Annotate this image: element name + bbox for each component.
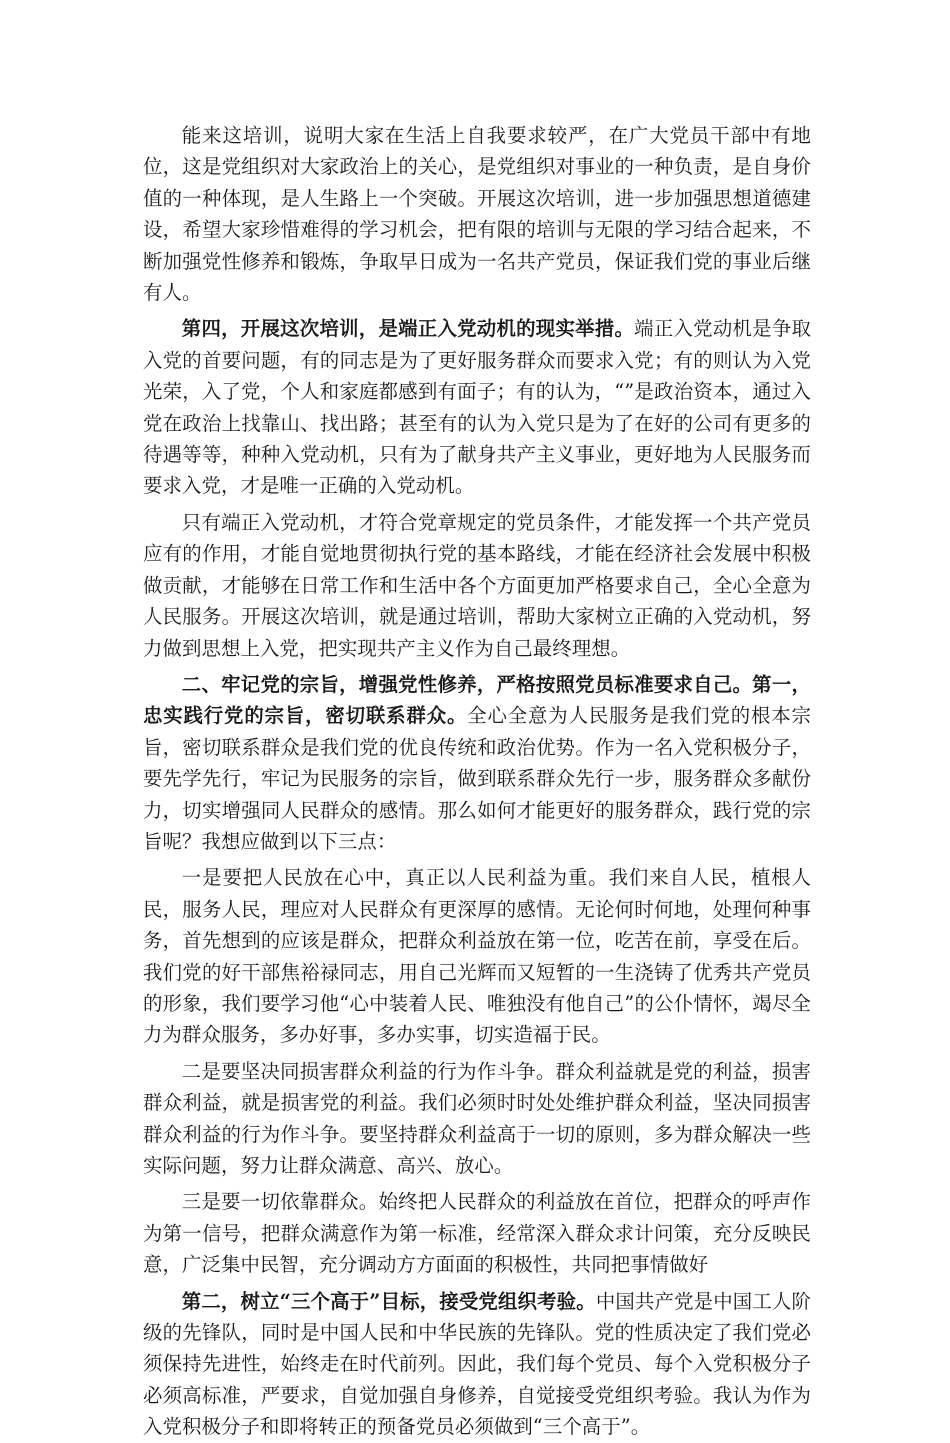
paragraph-lead: 第四，开展这次培训，是端正入党动机的现实举措。 xyxy=(181,317,635,341)
paragraph xyxy=(143,507,811,664)
paragraph-text: 能来这培训，说明大家在生活上自我要求较严，在广大党员干部中有地位，这是党组织对大家政治上的关心，是党组织对事业的一种负责，是自身价值的一种体现，是人生路上一个突破。开展这次培训，进一步加强思想道德建设，希望大家珍惜难得的学习机会，把有限的培训与无限的学习结合起来，不断加强党性修养和锻炼，争取早日成为一名共产党员，保证我们党的事业后继有人。 xyxy=(143,124,811,305)
paragraph xyxy=(143,862,811,1050)
paragraph-text: 三是要一切依靠群众。始终把人民群众的利益放在首位，把群众的呼声作为第一信号，把群众满意作为第一标准，经常深入群众求计问策，充分反映民意，广泛集中民智，充分调动方方面面的积极性，共同把事情做好 xyxy=(143,1190,811,1277)
paragraph-lead: 第二，树立“三个高于”目标，接受党组织考验。 xyxy=(181,1289,596,1313)
paragraph xyxy=(143,120,811,308)
paragraph-text: 二是要坚决同损害群众利益的行为作斗争。群众利益就是党的利益，损害群众利益，就是损害党的利益。我们必须时时处处维护群众利益，坚决同损害群众利益的行为作斗争。要坚持群众利益高于一切的原则，多为群众解决一些实际问题，努力让群众满意、高兴、放心。 xyxy=(143,1059,811,1177)
document-body xyxy=(143,120,811,1443)
paragraph-text: 只有端正入党动机，才符合党章规定的党员条件，才能发挥一个共产党员应有的作用，才能自觉地贯彻执行党的基本路线，才能在经济社会发展中积极做贡献，才能够在日常工作和生活中各个方面更加严格要求自己，全心全意为人民服务。开展这次培训，就是通过培训，帮助大家树立正确的入党动机，努力做到思想上入党，把实现共产主义作为自己最终理想。 xyxy=(143,510,811,660)
paragraph xyxy=(143,313,811,501)
paragraph-text: 全心全意为人民服务是我们党的根本宗旨，密切联系群众是我们党的优良传统和政治优势。作为一名入党积极分子，要先学先行，牢记为民服务的宗旨，做到联系群众先行一步，服务群众多献份力，切实增强同人民群众的感情。那么如何才能更好的服务群众，践行党的宗旨呢？我想应做到以下三点： xyxy=(143,704,811,853)
paragraph-text: 中国共产党是中国工人阶级的先锋队，同时是中国人民和中华民族的先锋队。党的性质决定了我们党必须保持先进性，始终走在时代前列。因此，我们每个党员、每个入党积极分子必须高标准，严要求，自觉加强自身修养，自觉接受党组织考验。我认为作为入党积极分子和即将转正的预备党员必须做到“三个高于”。 xyxy=(143,1289,811,1439)
paragraph xyxy=(143,1056,811,1182)
paragraph-text: 端正入党动机是争取入党的首要问题，有的同志是为了更好服务群众而要求入党；有的则认为入党光荣，入了党，个人和家庭都感到有面子；有的认为，“”是政治资本，通过入党在政治上找靠山、找出路；甚至有的认为入党只是为了在好的公司有更多的待遇等等，种种入党动机，只有为了献身共产主义事业，更好地为人民服务而要求入党，才是唯一正确的入党动机。 xyxy=(143,317,811,498)
paragraph-lead: 二、牢记党的宗旨，增强党性修养，严格按照党员标准要求自己。第一，忠实践行党的宗旨，密切联系群众。 xyxy=(143,672,811,728)
paragraph xyxy=(143,1286,811,1443)
paragraph xyxy=(143,1186,811,1280)
paragraph-text: 一是要把人民放在心中，真正以人民利益为重。我们来自人民，植根人民，服务人民，理应对人民群众有更深厚的感情。无论何时何地，处理何种事务，首先想到的应该是群众，把群众利益放在第一位，吃苦在前，享受在后。我们党的好干部焦裕禄同志，用自己光辉而又短暂的一生浇铸了优秀共产党员的形象，我们要学习他“心中装着人民、唯独没有他自己”的公仆情怀，竭尽全力为群众服务，多办好事，多办实事，切实造福于民。 xyxy=(143,866,811,1047)
paragraph xyxy=(143,669,811,857)
